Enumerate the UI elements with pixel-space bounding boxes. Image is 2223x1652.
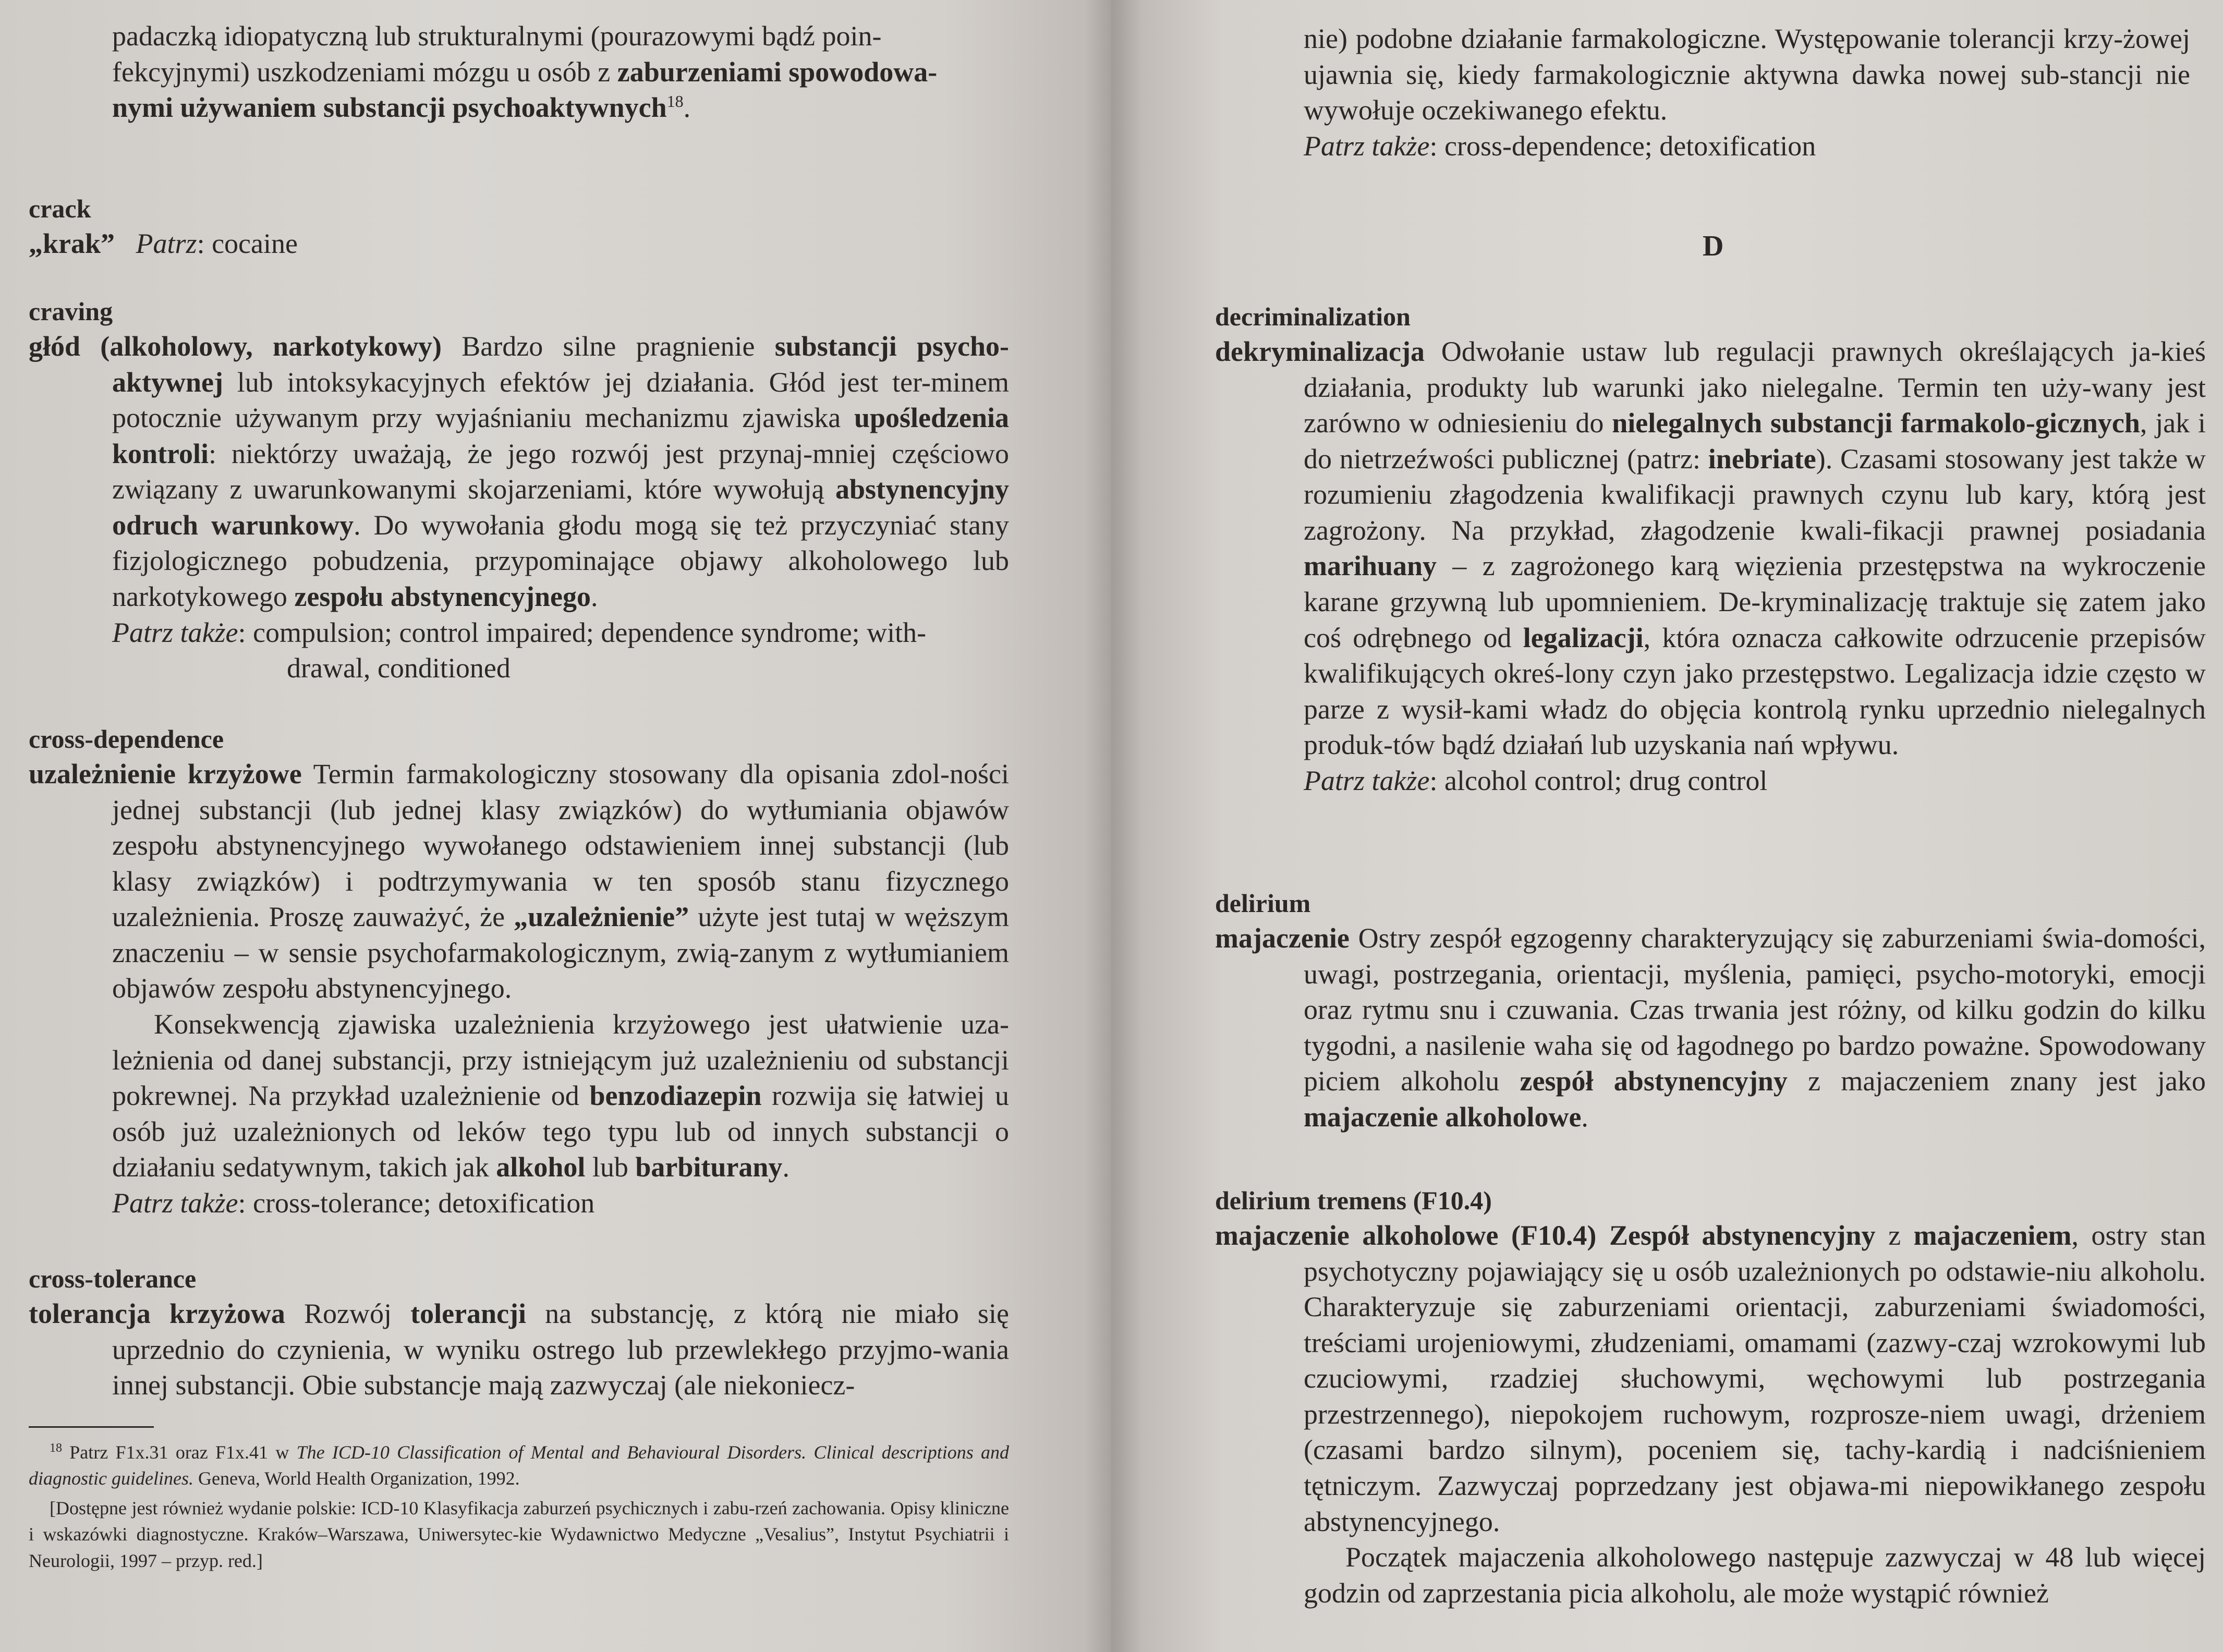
definition: majaczenie Ostry zespół egzogenny charakteryzujący się zaburzeniami świa-domości, uwagi, postrzegania, orientacji, myślenia, pamięci, psycho-motoryki, emocji oraz rytmu snu i czuwania. Czas trwania jest różny, od kilku godzin do kilku tygodni, a nasilenie waha się od łagodnego po bardzo poważne. Spowodowany piciem alkoholu zespół abstynencyjny z majaczeniem znany jest jako majaczenie alkoholowe. xyxy=(1215,922,2206,1133)
cross-tolerance-continuation: nie) podobne działanie farmakologiczne. Występowanie tolerancji krzy-żowej ujawnia się, kiedy farmakologicznie aktywna dawka nowej sub-stancji nie wywołuje oczekiwanego efektu. Patrz także: cross-dependence; detoxification xyxy=(1304,23,2190,162)
see-text: : cross-tolerance; detoxification xyxy=(238,1187,595,1219)
entry-cross-tolerance xyxy=(29,1262,1009,1403)
term-english: craving xyxy=(29,297,113,326)
term-english: decriminalization xyxy=(1215,302,1411,331)
term-english: crack xyxy=(29,194,91,223)
definition: dekryminalizacja Odwołanie ustaw lub regulacji prawnych określających ja-kieś działania, produkty lub warunki jako nielegalne. Termin ten uży-wany jest zarówno w odniesieniu do nielegalnych substancji farmakolo-gicznych, jak i do nietrzeźwości publicznej (patrz: inebriate). Czasami stosowany jest także w rozumieniu złagodzenia kwalifikacji prawnych czynu lub kary, którą jest zagrożony. Na przykład, złagodzenie kwali-fikacji prawnej posiadania marihuany – z zagrożonego karą więzienia przestępstwa na wykroczenie karane grzywną lub upomnieniem. De-kryminalizację traktuje się zatem jako coś odrębnego od legalizacji, która oznacza całkowite odrzucenie przepisów kwalifikujących okreś-lony czyn jako przestępstwo. Legalizacja idzie często w parze z wysił-kami władz do objęcia kontrolą rynku uprzednio nielegalnych produk-tów bądź działań lub uzyskania nań wpływu. xyxy=(1215,336,2206,761)
footnote: $^{18}$ Patrz F1x.31 oraz F1x.41 w The ICD-10 Classification of Mental and Behavioural Disorders. Clinical descriptions and diagnostic guidelines. Geneva, World Health Organization, 1992. [Dostępne jest również wydanie polskie: ICD-10 Klasyfikacja zaburzeń psychicznych i zabu-rzeń zachowania. Opisy kliniczne i wskazówki diagnostyczne. Kraków–Warszawa, Uniwersytec-kie Wydawnictwo Medyczne „Vesalius”, Instytut Psychiatrii i Neurologii, 1997 – przyp. red.] xyxy=(29,1439,1009,1574)
intro-bold: zaburzeniami spowodowa- xyxy=(617,56,938,88)
left-page xyxy=(0,0,1111,1652)
intro-line3: nymi używaniem substancji psychoaktywnych xyxy=(112,92,667,124)
see-text: : alcohol control; drug control xyxy=(1429,764,1768,796)
see-label: Patrz także xyxy=(112,1187,238,1219)
term-english: delirium tremens (F10.4) xyxy=(1215,1186,1492,1215)
book-gutter xyxy=(1085,0,1142,1652)
intro-continuation: padaczką idiopatyczną lub strukturalnymi (pourazowymi bądź poin- fekcyjnymi) uszkodzeniami mózgu u osób z zaburzeniami spowodowa- nymi używaniem substancji psychoaktywnych$^{18}$. xyxy=(112,20,938,124)
definition: głód (alkoholowy, narkotykowy) Bardzo silne pragnienie substancji psycho-aktywnej lub intoksykacyjnych efektów jej działania. Głód jest ter-minem potocznie używanym przy wyjaśnianiu mechanizmu zjawiska upośledzenia kontroli: niektórzy uważają, że jego rozwój jest przynaj-mniej częściowo związany z uwarunkowanymi skojarzeniami, które wywołują abstynencyjny odruch warunkowy. Do wywołania głodu mogą się też przyczyniać stany fizjologicznego pobudzenia, przypominające objawy alkoholowego lub narkotykowego zespołu abstynencyjnego. xyxy=(29,331,1010,613)
term-polish: „krak” xyxy=(29,228,115,259)
intro-line2: fekcyjnymi) uszkodzeniami mózgu u osób z xyxy=(112,56,617,88)
paragraph-2: Konsekwencją zjawiska uzależnienia krzyżowego jest ułatwienie uza-leżnienia od danej substancji, przy istniejącym już uzależnieniu od substancji pokrewnej. Na przykład uzależnienie od benzodiazepin rozwija się łatwiej u osób już uzależnionych od leków tego typu lub od innych substancji o działaniu sedatywnym, takich jak alkohol lub barbiturany. xyxy=(112,1009,1009,1183)
term-polish: uzależnienie krzyżowe xyxy=(29,758,302,789)
see-label: Patrz xyxy=(136,228,197,259)
entry-delirium xyxy=(1215,886,2206,1135)
term-polish: majaczenie xyxy=(1215,922,1350,954)
term-english: cross-tolerance xyxy=(29,1264,197,1293)
see-text: : cross-dependence; detoxification xyxy=(1429,130,1816,162)
footnote-number: 18 xyxy=(50,1441,62,1455)
see-label: Patrz także xyxy=(112,616,238,648)
footnote-polish-edition: [Dostępne jest również wydanie polskie: ICD-10 Klasyfikacja zaburzeń psychicznych i zabu-rzeń zachowania. Opisy kliniczne i wskazówki diagnostyczne. Kraków–Warszawa, Uniwersytec-kie Wydawnictwo Medyczne „Vesalius”, Instytut Psychiatrii i Neurologii, 1997 – przyp. red.] xyxy=(29,1497,1009,1571)
term-english: cross-dependence xyxy=(29,724,224,754)
entry-cross-dependence xyxy=(29,722,1009,1221)
term-polish: majaczenie alkoholowe (F10.4) xyxy=(1215,1220,1597,1251)
term-polish: dekryminalizacja xyxy=(1215,336,1425,367)
intro-line1: padaczką idiopatyczną lub strukturalnymi (pourazowymi bądź poin- xyxy=(112,20,882,52)
term-english: delirium xyxy=(1215,889,1311,918)
section-letter: D xyxy=(1703,230,1724,262)
entry-delirium-tremens xyxy=(1215,1184,2206,1611)
term-polish: tolerancja krzyżowa xyxy=(29,1298,285,1329)
see-text: : compulsion; control impaired; dependence syndrome; with- xyxy=(238,616,927,648)
definition: uzależnienie krzyżowe Termin farmakologiczny stosowany dla opisania zdol-ności jednej substancji (lub jednej klasy związków) do wytłumiania objawów zespołu abstynencyjnego wywołanego odstawieniem innej substancji (lub klasy związków) i podtrzymywania w ten sposób stanu fizycznego uzależnienia. Proszę zauważyć, że „uzależnienie” użyte jest tutaj w węższym znaczeniu – w sensie psychofarmakologicznym, zwią-zanym z wytłumianiem objawów zespołu abstynencyjnego. xyxy=(29,758,1009,1004)
see-label: Patrz także xyxy=(1304,130,1430,162)
see-also xyxy=(1215,763,2206,799)
entry-craving xyxy=(29,295,1009,686)
entry-crack xyxy=(29,192,1009,262)
footnote-ref: 18 xyxy=(666,92,684,111)
term-polish: głód (alkoholowy, narkotykowy) xyxy=(29,331,442,362)
see-also xyxy=(29,615,1009,651)
see-label: Patrz także xyxy=(1304,764,1430,796)
see-also-cont: drawal, conditioned xyxy=(287,652,511,684)
definition: majaczenie alkoholowe (F10.4) Zespół abstynencyjny z majaczeniem, ostry stan psychotyczny pojawiający się u osób uzależnionych po odstawie-niu alkoholu. Charakteryzuje się zaburzeniami orientacji, zaburzeniami świadomości, treściami urojeniowymi, złudzeniami, omamami (zazwy-czaj wzrokowymi lub czuciowymi, rzadziej słuchowymi, węchowymi lub postrzegania przestrzennego), niepokojem ruchowym, rozprosze-niem uwagi, drżeniem (czasami bardzo silnym), poceniem się, tachy-kardią i nadciśnieniem tętniczym. Zazwyczaj poprzedzany jest objawa-mi niepowikłanego zespołu abstynencyjnego. xyxy=(1215,1220,2206,1537)
see-text: : cocaine xyxy=(197,228,298,259)
paragraph-2: Początek majaczenia alkoholowego następuje zazwyczaj w 48 lub więcej godzin od zaprzestania picia alkoholu, ale może wystąpić również xyxy=(1304,1541,2206,1609)
definition: tolerancja krzyżowa Rozwój tolerancji na substancję, z którą nie miało się uprzednio do czynienia, w wyniku ostrego lub przewlekłego przyjmo-wania innej substancji. Obie substancje mają zazwyczaj (ale niekoniecz- xyxy=(29,1298,1009,1401)
see-also xyxy=(29,1185,1009,1221)
footnote-separator xyxy=(29,1426,154,1428)
entry-decriminalization xyxy=(1215,300,2206,799)
